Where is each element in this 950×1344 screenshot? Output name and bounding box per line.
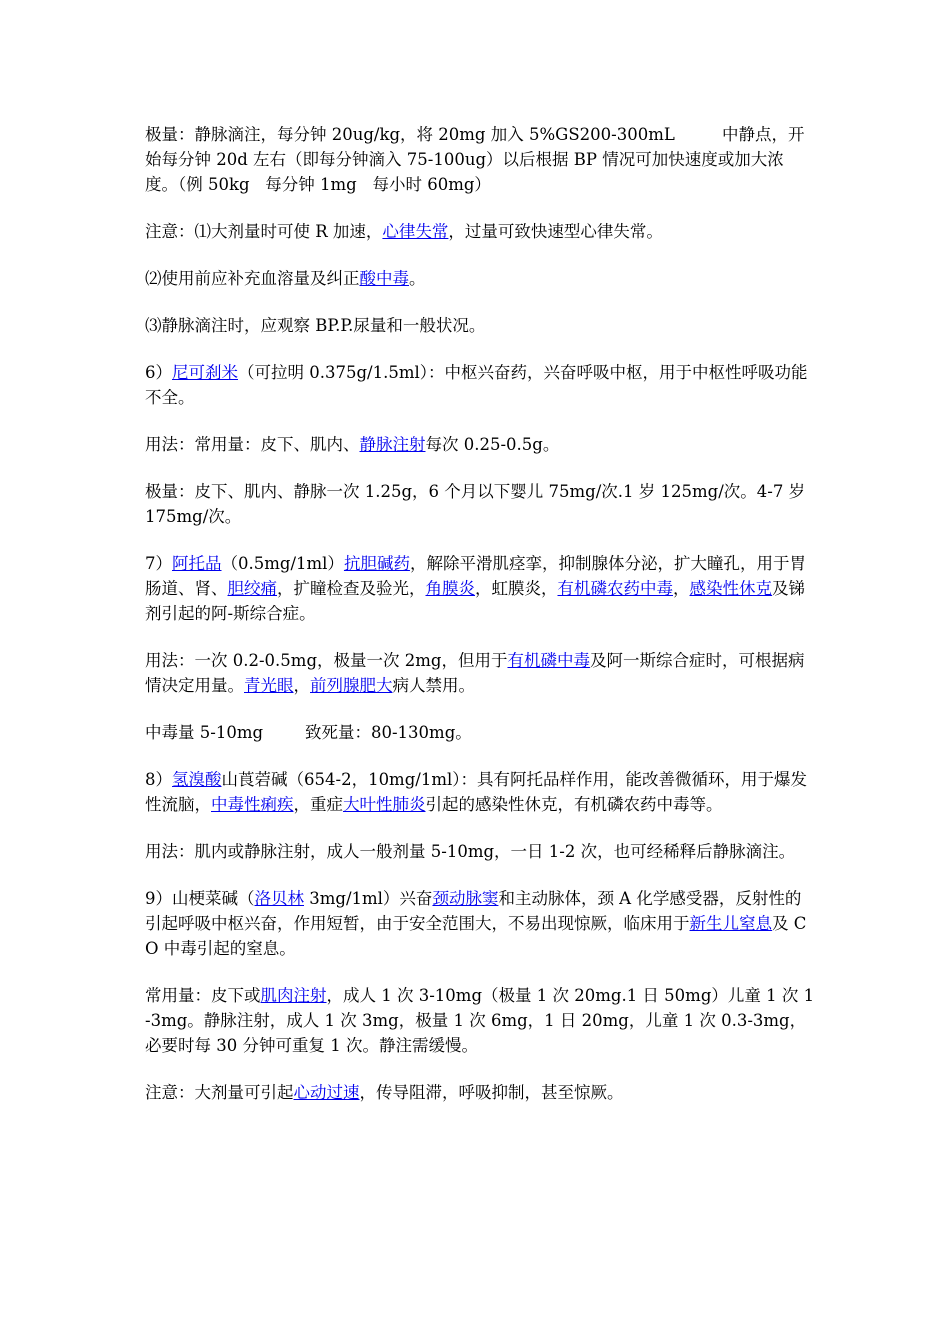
hyperlink[interactable]: 胆绞痛 [227, 579, 277, 598]
hyperlink[interactable]: 心律失常 [382, 222, 449, 241]
text-segment: 注意：⑴大剂量时可使 R 加速， [145, 222, 383, 241]
text-segment: 用法：肌内或静脉注射，成人一般剂量 5-10mg，一日 1-2 次，也可经稀释后静脉滴注。 [145, 842, 796, 861]
text-segment: ，过量可致快速型心律失常。 [448, 222, 663, 241]
hyperlink[interactable]: 有机磷农药中毒 [557, 579, 673, 598]
hyperlink[interactable]: 颈动脉窦 [432, 889, 499, 908]
text-segment: ，解除平滑肌痉挛，抑制腺体分泌，扩大瞳孔，用于胃肠道、肾、 [145, 554, 806, 598]
paragraph-atropine-usage [145, 648, 815, 698]
hyperlink[interactable]: 感染性休克 [689, 579, 772, 598]
text-segment: ⑶静脉滴注时，应观察 BP.P.尿量和一般状况。 [145, 316, 486, 335]
text-segment: ⑵使用前应补充血溶量及纠正 [145, 269, 360, 288]
paragraph-nikethamide [145, 360, 815, 410]
text-segment: 用法：一次 0.2-0.5mg，极量一次 2mg，但用于 [145, 651, 508, 670]
paragraph-atropine-toxic-dose [145, 720, 815, 745]
paragraph-anisodamine [145, 767, 815, 817]
text-segment: 引起的感染性休克，有机磷农药中毒等。 [425, 795, 723, 814]
hyperlink[interactable]: 酸中毒 [359, 269, 409, 288]
paragraph-nikethamide-usage [145, 432, 815, 457]
paragraph-note-1 [145, 219, 815, 244]
paragraph-atropine [145, 551, 815, 626]
text-segment: 常用量：皮下或 [145, 986, 261, 1005]
text-segment: ，传导阻滞，呼吸抑制，甚至惊厥。 [359, 1083, 624, 1102]
paragraph-dosage-max [145, 122, 815, 197]
text-segment: 极量：皮下、肌内、静脉一次 1.25g，6 个月以下婴儿 75mg/次.1 岁 125mg/次。4-7 岁 175mg/次。 [145, 482, 811, 526]
text-segment: 6） [145, 363, 172, 382]
hyperlink[interactable]: 新生儿窒息 [689, 914, 772, 933]
text-segment: 极量：静脉滴注，每分钟 20ug/kg，将 20mg 加入 5%GS200-300mL 中静点，开始每分钟 20d 左右（即每分钟滴入 75-100ug）以后根据 BP 情况可加快速度或加大浓度。（例 50kg 每分钟 1mg 每小时 60mg） [145, 125, 805, 194]
text-segment: 。 [409, 269, 426, 288]
text-segment: ，扩瞳检查及验光， [277, 579, 426, 598]
text-segment: 注意：大剂量可引起 [145, 1083, 294, 1102]
text-segment: ， [293, 676, 310, 695]
paragraph-anisodamine-usage [145, 839, 815, 864]
text-segment: ，重症 [293, 795, 343, 814]
text-segment: 和主动脉体，颈 A 化学感受器，反射性的引起呼吸中枢兴奋，作用短暂，由于安全范围大，不易出现惊厥，临床用于 [145, 889, 802, 933]
paragraph-lobeline [145, 886, 815, 961]
text-segment: ， [673, 579, 690, 598]
text-segment: 中毒量 5-10mg 致死量：80-130mg。 [145, 723, 472, 742]
text-segment: ，成人 1 次 3-10mg（极量 1 次 20mg.1 日 50mg）儿童 1 次 1-3mg。静脉注射，成人 1 次 3mg，极量 1 次 6mg，1 日 20mg，儿童 1 次 0.3-3mg，必要时每 30 分钟可重复 1 次。静注需缓慢。 [145, 986, 815, 1055]
text-segment: 8） [145, 770, 172, 789]
hyperlink[interactable]: 尼可刹米 [172, 363, 238, 382]
paragraph-note-3 [145, 313, 815, 338]
hyperlink[interactable]: 心动过速 [293, 1083, 360, 1102]
paragraph-note-2 [145, 266, 815, 291]
hyperlink[interactable]: 抗胆碱药 [343, 554, 410, 573]
text-segment: 7） [145, 554, 172, 573]
hyperlink[interactable]: 氢溴酸 [172, 770, 222, 789]
hyperlink[interactable]: 有机磷中毒 [507, 651, 590, 670]
hyperlink[interactable]: 阿托品 [172, 554, 222, 573]
text-segment: 3mg/1ml）兴奋 [304, 889, 433, 908]
text-segment: 每次 0.25-0.5g。 [425, 435, 560, 454]
hyperlink[interactable]: 肌肉注射 [260, 986, 327, 1005]
paragraph-nikethamide-max [145, 479, 815, 529]
hyperlink[interactable]: 中毒性痢疾 [211, 795, 294, 814]
hyperlink[interactable]: 角膜炎 [425, 579, 475, 598]
hyperlink[interactable]: 洛贝林 [254, 889, 304, 908]
text-segment: 用法：常用量：皮下、肌内、 [145, 435, 360, 454]
text-segment: 山莨菪碱（654-2，10mg/1ml）：具有阿托品样作用，能改善微循环，用于爆发性流脑， [145, 770, 808, 814]
paragraph-lobeline-dosage [145, 983, 815, 1058]
hyperlink[interactable]: 大叶性肺炎 [343, 795, 426, 814]
paragraph-lobeline-note [145, 1080, 815, 1105]
text-segment: （可拉明 0.375g/1.5ml）：中枢兴奋药，兴奋呼吸中枢，用于中枢性呼吸功能不全。 [145, 363, 808, 407]
text-segment: 及 CO 中毒引起的窒息。 [145, 914, 807, 958]
text-segment: （0.5mg/1ml） [221, 554, 344, 573]
text-segment: 病人禁用。 [392, 676, 475, 695]
text-segment: 及阿一斯综合症时，可根据病情决定用量。 [145, 651, 805, 695]
hyperlink[interactable]: 静脉注射 [359, 435, 426, 454]
hyperlink[interactable]: 青光眼 [244, 676, 294, 695]
text-segment: ，虹膜炎， [475, 579, 558, 598]
hyperlink[interactable]: 前列腺肥大 [310, 676, 393, 695]
document-body [145, 122, 815, 1127]
text-segment: 及锑剂引起的阿-斯综合症。 [145, 579, 805, 623]
text-segment: 9）山梗菜碱（ [145, 889, 255, 908]
